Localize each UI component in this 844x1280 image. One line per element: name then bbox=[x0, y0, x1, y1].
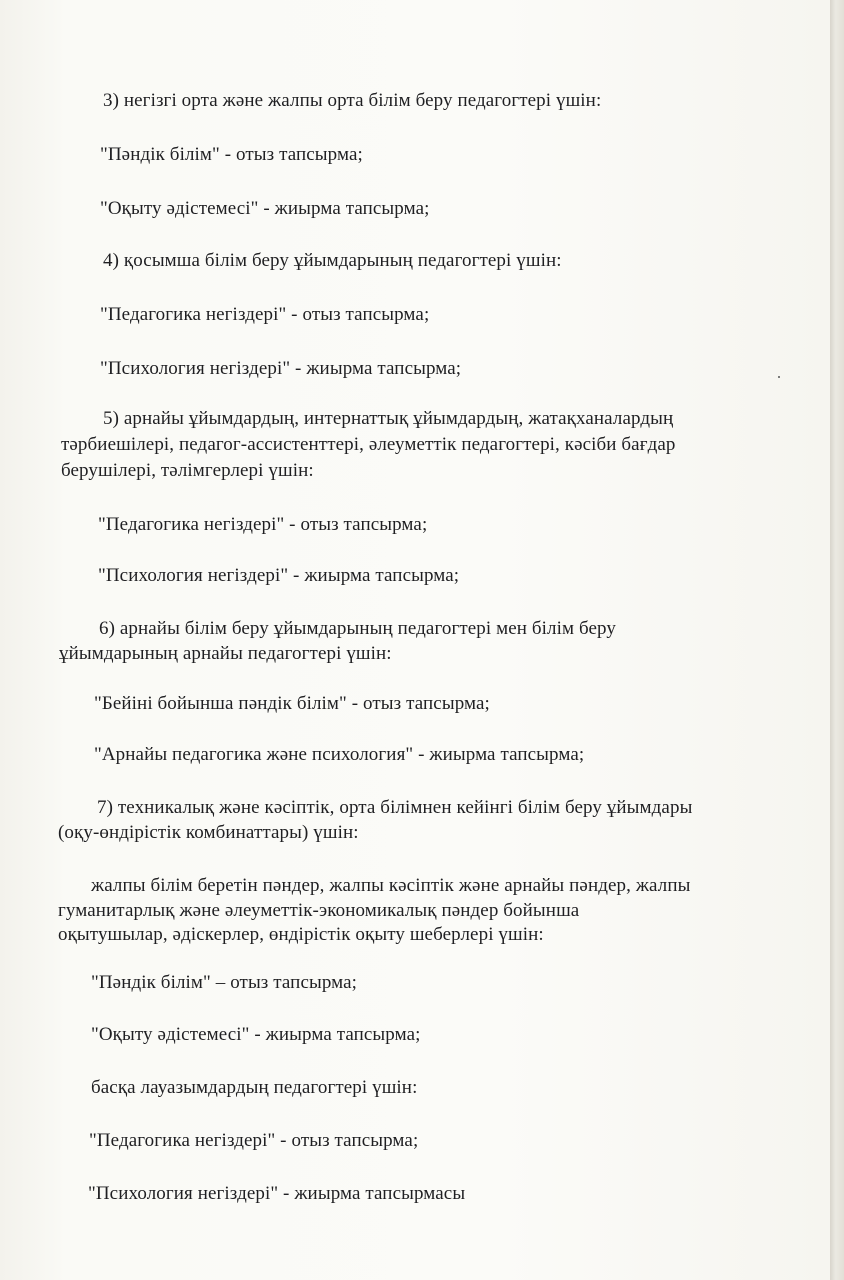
text-line-7-heading: 7) техникалық және кәсіптік, орта білімнен кейінгі білім беру ұйымдары bbox=[97, 797, 693, 818]
text-line-5-continued: тәрбиешілері, педагог-ассистенттері, әлеуметтік педагогтері, кәсіби бағдар bbox=[61, 434, 676, 455]
text-line-6-continued: ұйымдарының арнайы педагогтері үшін: bbox=[59, 643, 392, 664]
text-line-subject-knowledge-2: "Пәндік білім" – отыз тапсырма; bbox=[91, 972, 358, 993]
text-line-3-heading: 3) негізгі орта және жалпы орта білім беру педагогтері үшін: bbox=[103, 90, 602, 111]
page-edge bbox=[830, 0, 844, 1280]
text-line-psychology-basics-2: "Психология негіздері" - жиырма тапсырма; bbox=[98, 565, 460, 586]
text-line-humanitarian-subjects: гуманитарлық және әлеуметтік-экономикалық пәндер бойынша bbox=[58, 900, 580, 921]
text-line-psychology-basics-3: "Психология негіздері" - жиырма тапсырмасы bbox=[88, 1183, 466, 1204]
text-line-teaching-methods: "Оқыту әдістемесі" - жиырма тапсырма; bbox=[100, 198, 430, 219]
text-line-other-positions: басқа лауазымдардың педагогтері үшін: bbox=[91, 1077, 418, 1098]
text-line-6-heading: 6) арнайы білім беру ұйымдарының педагогтері мен білім беру bbox=[99, 618, 616, 639]
text-line-teachers-list: оқытушылар, әдіскерлер, өндірістік оқыту шеберлері үшін: bbox=[58, 924, 544, 945]
text-line-subject-knowledge: "Пәндік білім" - отыз тапсырма; bbox=[100, 144, 363, 165]
paper-speck bbox=[778, 376, 780, 378]
text-line-5-heading: 5) арнайы ұйымдардың, интернаттық ұйымдардың, жатақханалардың bbox=[103, 408, 674, 429]
text-line-7-continued: (оқу-өндірістік комбинаттары) үшін: bbox=[58, 822, 359, 843]
text-line-general-subjects: жалпы білім беретін пәндер, жалпы кәсіптік және арнайы пәндер, жалпы bbox=[91, 875, 691, 896]
text-line-4-heading: 4) қосымша білім беру ұйымдарының педагогтері үшін: bbox=[103, 250, 562, 271]
text-line-pedagogy-basics-2: "Педагогика негіздері" - отыз тапсырма; bbox=[98, 514, 428, 535]
text-line-psychology-basics: "Психология негіздері" - жиырма тапсырма; bbox=[100, 358, 462, 379]
text-line-pedagogy-basics-3: "Педагогика негіздері" - отыз тапсырма; bbox=[89, 1130, 419, 1151]
text-line-special-pedagogy: "Арнайы педагогика және психология" - жиырма тапсырма; bbox=[94, 744, 585, 765]
text-line-pedagogy-basics: "Педагогика негіздері" - отыз тапсырма; bbox=[100, 304, 430, 325]
text-line-5-end: берушілері, тәлімгерлері үшін: bbox=[61, 460, 314, 481]
text-line-teaching-methods-2: "Оқыту әдістемесі" - жиырма тапсырма; bbox=[91, 1024, 421, 1045]
text-line-profile-knowledge: "Бейіні бойынша пәндік білім" - отыз тапсырма; bbox=[94, 693, 490, 714]
